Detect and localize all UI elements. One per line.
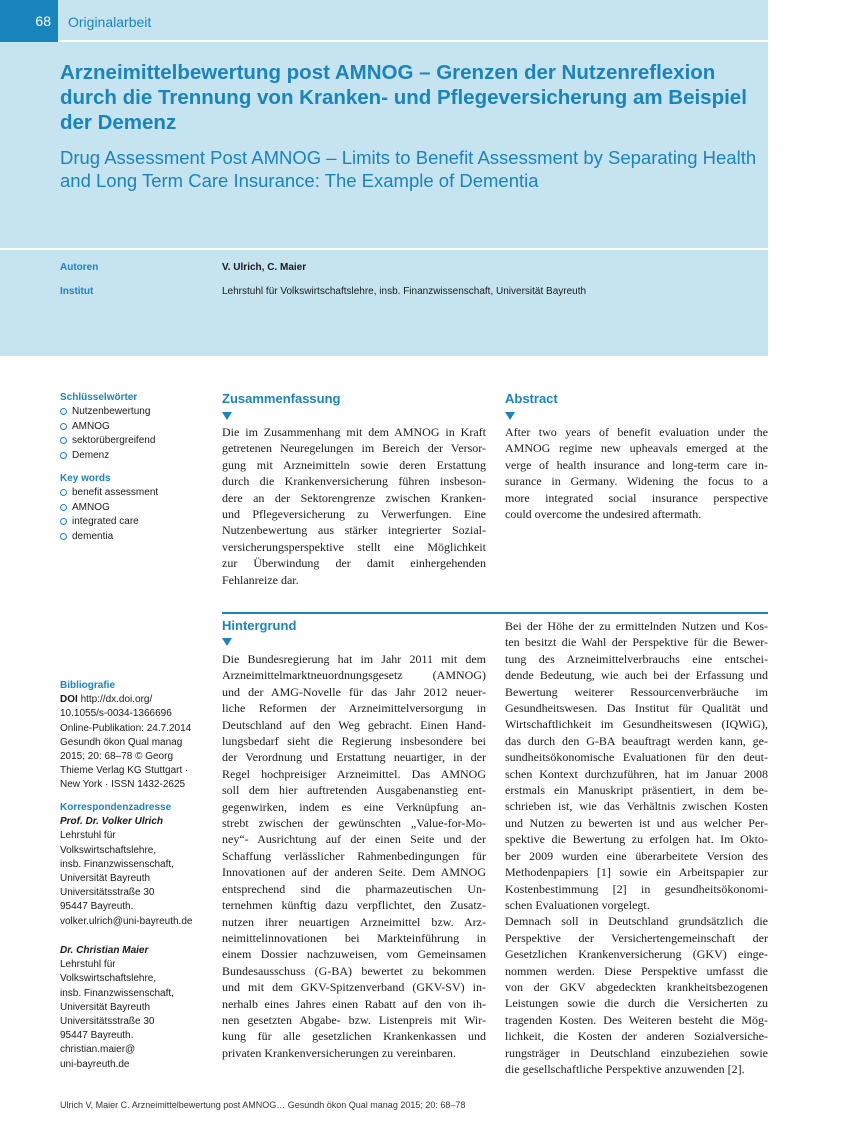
- keyword-item: [60, 420, 155, 435]
- text-line: Kostenbestimmung [2] in gesundheitsökonomi-: [505, 881, 768, 896]
- text-line: ber 2009 wurden eine überarbeitete Version des: [505, 848, 768, 863]
- bibliography-line: Online-Publikation: 24.7.2014: [60, 722, 192, 734]
- footer-citation: Ulrich V, Maier C. Arzneimittelbewertung post AMNOG… Gesundh ökon Qual manag 2015; 20: 68–78: [60, 1100, 466, 1110]
- contact1-name: Prof. Dr. Volker Ulrich: [60, 816, 163, 828]
- text-line: einem Dossier nachzuweisen, vom Gemeinsamen: [222, 947, 486, 962]
- doi-line: [60, 693, 210, 707]
- keywords-de-list: [60, 405, 155, 463]
- text-line: nerhalb eines Jahres einen Rabatt auf den von ih-: [222, 996, 486, 1011]
- contact-line: christian.maier@: [60, 1044, 136, 1056]
- text-line: verge of health insurance and long-term care in-: [505, 457, 768, 472]
- text-line: und der AMG-Novelle für das Jahr 2012 neuer-: [222, 684, 486, 699]
- contact-line: Lehrstuhl für: [60, 830, 116, 842]
- text-line: Bundesausschuss (G-BA) bewertet zu bekommen: [222, 963, 486, 978]
- contact-line: volker.ulrich@uni-bayreuth.de: [60, 915, 193, 927]
- doi-label: DOI: [60, 694, 78, 706]
- keyword-text: dementia: [72, 530, 114, 542]
- keywords-en-list: [60, 486, 158, 544]
- text-line: und Nutzen zu bewerten ist und aus welcher Per-: [505, 815, 768, 830]
- bullet-icon: [60, 437, 67, 444]
- section-label: Originalarbeit: [68, 14, 152, 30]
- institute-label: Institut: [60, 286, 94, 297]
- body-text-right: [505, 618, 768, 1077]
- contact-line: Universität Bayreuth: [60, 1001, 151, 1013]
- keyword-text: AMNOG: [72, 420, 110, 432]
- text-line: privaten Krankenversicherungen zu vereinbaren.: [222, 1045, 456, 1060]
- abstract-text: [505, 424, 768, 522]
- keyword-item: [60, 515, 158, 530]
- contact-line: insb. Finanzwissenschaft,: [60, 987, 174, 999]
- doi-link[interactable]: http://dx.doi.org/: [80, 694, 153, 706]
- contact-line: Lehrstuhl für: [60, 959, 116, 971]
- hintergrund-heading: Hintergrund: [222, 618, 297, 633]
- bullet-icon: [60, 452, 67, 459]
- contact-line: Universitätsstraße 30: [60, 1016, 155, 1028]
- section-divider: [222, 612, 768, 614]
- page-number: 68: [35, 13, 51, 29]
- text-line: gegenwirken, indem es eine Verknüpfung an-: [222, 799, 486, 814]
- bibliography-heading: Bibliografie: [60, 680, 116, 691]
- text-line: dende Bedeutung, wie auch bei der Erfassung und: [505, 668, 768, 683]
- text-line: durch die Krankenversicherung führen insbeson-: [222, 474, 486, 489]
- bullet-icon: [60, 423, 67, 430]
- contact-line: Universitätsstraße 30: [60, 887, 155, 899]
- text-line: kung für alle gesetzlichen Krankenkassen und: [222, 1029, 486, 1044]
- keyword-text: sektorübergreifend: [72, 435, 156, 446]
- keyword-text: integrated care: [72, 516, 139, 527]
- text-line: nommen werden. Diese Perspektive umfasst die: [505, 963, 768, 978]
- text-line: lichkeit, die Kosten der anderen Sozialversiche-: [505, 1029, 768, 1044]
- text-line: Gesetzlichen Krankenversicherung (GKV) einge-: [505, 947, 768, 962]
- bullet-icon: [60, 489, 67, 496]
- text-line: und Pflegeversicherung zu Verwerfungen. Eine: [222, 507, 486, 522]
- keyword-text: benefit assessment: [72, 487, 159, 498]
- text-line: Arzneimittelmarktneuordnungsgesetz (AMNOG): [222, 668, 486, 683]
- contact-line: insb. Finanzwissenschaft,: [60, 858, 174, 870]
- contact-line: 95447 Bayreuth.: [60, 901, 134, 913]
- bibliography-line: 10.1055/s-0034-1366696: [60, 708, 172, 720]
- contact-line: Volkswirtschaftslehre,: [60, 844, 157, 856]
- correspondence-block: [60, 801, 210, 929]
- keyword-text: AMNOG: [72, 501, 110, 513]
- text-line: Die Bundesregierung hat im Jahr 2011 mit dem: [222, 652, 486, 666]
- keywords-en-heading: Key words: [60, 473, 111, 484]
- bullet-icon: [60, 504, 67, 511]
- text-line: die gesellschaftliche Perspektive anzuwenden [2].: [505, 1061, 745, 1076]
- contact-line: Volkswirtschaftslehre,: [60, 973, 157, 985]
- bullet-icon: [60, 518, 67, 525]
- bullet-icon: [60, 533, 67, 540]
- text-line: erstmals ein Manuskript präsentiert, in dem be-: [505, 783, 768, 798]
- text-line: entsprechend sind die pharmazeutischen Un-: [222, 881, 486, 896]
- bibliography-block: [60, 679, 210, 793]
- bibliography-line: Thieme Verlag KG Stuttgart ·: [60, 765, 189, 777]
- text-line: ten besitzt die Wahl der Perspektive für die Bewer-: [505, 635, 768, 650]
- text-line: zur Überwindung der damit einhergehenden: [222, 556, 486, 571]
- bibliography-line: Gesundh ökon Qual manag: [60, 736, 183, 748]
- text-line: Bewertung weiterer Ressourcenverbräuche im: [505, 684, 768, 699]
- abstract-heading: Abstract: [505, 391, 558, 406]
- text-line: Methodenpapiers [1] sowie ein Arbeitspapier zur: [505, 865, 768, 880]
- text-line: tragenden Kosten. Des Weiteren besteht die Mög-: [505, 1012, 768, 1027]
- contact2-block: [60, 944, 210, 1072]
- text-line: schen Kontext durchzuführen, hat im Januar 2008: [505, 766, 768, 781]
- text-line: Deutschland auf den Weg gebracht. Einen Hand-: [222, 717, 486, 732]
- correspondence-heading: Korrespondenzadresse: [60, 802, 172, 813]
- arrow-down-icon: [222, 412, 232, 420]
- keyword-item: [60, 501, 158, 516]
- institute: Lehrstuhl für Volkswirtschaftslehre, insb. Finanzwissenschaft, Universität Bayreuth: [222, 286, 587, 297]
- text-line: soll dem hier auftretenden Ausgabenanstieg ent-: [222, 783, 486, 798]
- contact-line: uni-bayreuth.de: [60, 1058, 130, 1070]
- text-line: ternehmen künftig dazu verpflichtet, den Zusatz-: [222, 898, 486, 913]
- text-line: Innovationen auf der anderen Seite. Dem AMNOG: [222, 865, 486, 880]
- bullet-icon: [60, 408, 67, 415]
- text-line: Wirtschaftlichkeit im Gesundheitswesen (IQWiG),: [505, 717, 768, 732]
- text-line: could overcome the undesired aftermath.: [505, 507, 702, 522]
- article-title-german: Arzneimittelbewertung post AMNOG – Grenzen der Nutzenreflexion durch die Trennung von Kranken- und Pflegeversicherung am Beispiel der Demenz: [60, 61, 747, 134]
- text-line: AMNOG regime new upheavals emerged at the: [505, 441, 768, 456]
- text-line: schrieben ist, wie das Verhältnis zwischen Kosten: [505, 799, 768, 814]
- text-line: gung mit Arzneimitteln sowie deren Erstattung: [222, 457, 486, 472]
- text-line: spektive die Bewertung zu erfolgen hat. Im Okto-: [505, 832, 768, 847]
- bibliography-line: New York · ISSN 1432-2625: [60, 779, 186, 791]
- text-line: schen Evaluationen vorgelegt.: [505, 897, 650, 912]
- contact-line: Universität Bayreuth: [60, 873, 151, 885]
- text-line: das durch den G-BA beauftragt werden kann, ge-: [505, 733, 768, 748]
- text-line: Demnach soll in Deutschland grundsätzlich die: [505, 914, 768, 929]
- keyword-item: [60, 434, 155, 449]
- meta-band: [0, 250, 768, 356]
- text-line: Nutzenbewertung aus stärker integrierter Sozial-: [222, 523, 486, 538]
- text-line: versicherungsperspektive stellt eine Möglichkeit: [222, 539, 486, 554]
- authors-label: Autoren: [60, 262, 99, 273]
- text-line: Regel hochpreisiger Arzneimittel. Das AMNOG: [222, 766, 486, 781]
- text-line: liche Reformen der Arzneimittelversorgung in: [222, 701, 486, 716]
- contact2-name: Dr. Christian Maier: [60, 945, 149, 956]
- header-rule: [58, 40, 768, 42]
- text-line: After two years of benefit evaluation under the: [505, 425, 768, 439]
- keyword-item: [60, 486, 158, 501]
- text-line: von der GKV abgedeckten krankheitsbezogenen: [505, 979, 768, 994]
- keyword-item: [60, 405, 155, 420]
- text-line: der Verordnung und Erstattung neuartiger, in der: [222, 750, 486, 765]
- keyword-text: Nutzenbewertung: [72, 406, 151, 417]
- text-line: Gesundheitswesen. Das Institut für Qualität und: [505, 701, 768, 716]
- text-line: dere an der Sektorengrenze zwischen Kranken-: [222, 490, 486, 505]
- text-line: Leistungen sowie die durch die Versicherten zu: [505, 996, 768, 1011]
- keyword-item: [60, 530, 158, 545]
- zusammenfassung-heading: Zusammenfassung: [222, 391, 341, 406]
- text-line: Die im Zusammenhang mit dem AMNOG in Kraft: [222, 425, 486, 439]
- text-line: und mit dem GKV-Spitzenverband (GKV-SV) in-: [222, 980, 486, 995]
- text-line: more integrated social insurance perspective: [505, 490, 768, 505]
- arrow-down-icon: [222, 638, 232, 646]
- text-line: Bei der Höhe der zu ermittelnden Nutzen und Kos-: [505, 619, 768, 633]
- keyword-item: [60, 449, 155, 464]
- zusammenfassung-text: [222, 424, 486, 588]
- text-line: Fehlanreize dar.: [222, 572, 299, 587]
- text-line: Schaffung verlässlicher Rahmenbedingungen für: [222, 848, 486, 863]
- text-line: neimittelinnovationen bei Markteinführung in: [222, 930, 486, 945]
- hintergrund-text: [222, 651, 486, 1061]
- keyword-text: Demenz: [72, 449, 110, 461]
- text-line: nen gesetzten Abgabe- bzw. Listenpreis mit Wir-: [222, 1012, 486, 1027]
- text-line: Perspektive der Versichertengemeinschaft der: [505, 930, 768, 945]
- keywords-de-heading: Schlüsselwörter: [60, 392, 138, 403]
- bibliography-line: 2015; 20: 68–78 © Georg: [60, 751, 174, 763]
- text-line: ney“- Ausrichtung auf der einen Seite und der: [222, 832, 486, 847]
- article-title-english: Drug Assessment Post AMNOG – Limits to Benefit Assessment by Separating Health and Long Term Care Insurance: The Example of Dementia: [60, 147, 757, 191]
- text-line: strebt zwischen der gewünschten „Value-for-Mo-: [222, 816, 486, 831]
- text-line: tung des Arzneimittelverbrauchs eine entschei-: [505, 651, 768, 666]
- text-line: lungsbedarf sieht die Regierung insbesondere bei: [222, 734, 486, 749]
- text-line: sundheitsökonomische Evaluationen für den deut-: [505, 750, 768, 765]
- text-line: nutzen ihrer neuartigen Arzneimittel bzw. Arz-: [222, 914, 486, 929]
- text-line: surance in Germany. Widening the focus to a: [505, 474, 768, 489]
- text-line: getretenen Neuregelungen im Bereich der Versor-: [222, 441, 486, 456]
- arrow-down-icon: [505, 412, 515, 420]
- contact-line: 95447 Bayreuth.: [60, 1030, 134, 1042]
- text-line: rungsträger in Deutschland einzubeziehen sowie: [505, 1045, 768, 1060]
- authors: V. Ulrich, C. Maier: [222, 262, 307, 273]
